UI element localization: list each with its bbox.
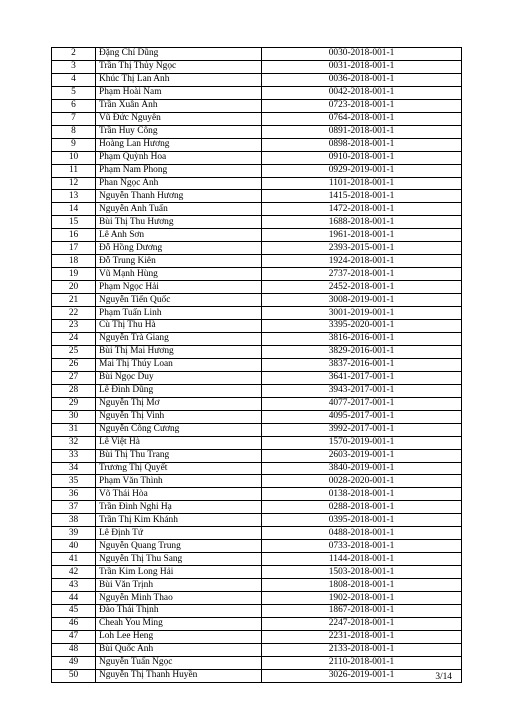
- table-row: [52, 190, 462, 203]
- certificate-code-cell: 3840-2019-001-1: [262, 462, 462, 475]
- person-name-cell: Nguyễn Trà Giang: [96, 332, 262, 345]
- certificate-code-cell: 1867-2018-001-1: [262, 604, 462, 617]
- row-number-cell: 23: [52, 320, 96, 333]
- person-name-cell: Bùi Thị Thu Hương: [96, 216, 262, 229]
- certificate-code-cell: 4095-2017-001-1: [262, 410, 462, 423]
- person-name-cell: Phạm Ngọc Hải: [96, 281, 262, 294]
- certificate-code-cell: 0028-2020-001-1: [262, 475, 462, 488]
- table-row: [52, 281, 462, 294]
- person-name-cell: Bùi Ngọc Duy: [96, 371, 262, 384]
- table-row: [52, 566, 462, 579]
- table-body: [52, 48, 462, 683]
- person-name-cell: Vũ Đức Nguyên: [96, 112, 262, 125]
- row-number-cell: 45: [52, 604, 96, 617]
- table-row: [52, 656, 462, 669]
- table-row: [52, 604, 462, 617]
- row-number-cell: 3: [52, 60, 96, 73]
- certificate-code-cell: 0733-2018-001-1: [262, 540, 462, 553]
- row-number-cell: 41: [52, 553, 96, 566]
- row-number-cell: 43: [52, 579, 96, 592]
- certificate-code-cell: 3641-2017-001-1: [262, 371, 462, 384]
- row-number-cell: 46: [52, 617, 96, 630]
- certificate-code-cell: 1472-2018-001-1: [262, 203, 462, 216]
- table-row: [52, 553, 462, 566]
- person-name-cell: Mai Thị Thúy Loan: [96, 358, 262, 371]
- certificate-code-cell: 0929-2019-001-1: [262, 164, 462, 177]
- certificate-code-cell: 2110-2018-001-1: [262, 656, 462, 669]
- person-name-cell: Đỗ Hồng Dương: [96, 242, 262, 255]
- table-row: [52, 423, 462, 436]
- table-row: [52, 307, 462, 320]
- person-name-cell: Trần Xuân Ánh: [96, 99, 262, 112]
- person-name-cell: Trần Đình Nghi Hạ: [96, 501, 262, 514]
- certificate-code-cell: 3992-2017-001-1: [262, 423, 462, 436]
- row-number-cell: 31: [52, 423, 96, 436]
- table-row: [52, 125, 462, 138]
- table-row: [52, 177, 462, 190]
- certificate-code-cell: 4077-2017-001-1: [262, 397, 462, 410]
- table-row: [52, 397, 462, 410]
- certificate-code-cell: 0898-2018-001-1: [262, 138, 462, 151]
- row-number-cell: 18: [52, 255, 96, 268]
- row-number-cell: 38: [52, 514, 96, 527]
- person-name-cell: Phan Ngọc Anh: [96, 177, 262, 190]
- certificate-code-cell: 3943-2017-001-1: [262, 384, 462, 397]
- certificate-code-cell: 0910-2018-001-1: [262, 151, 462, 164]
- certificate-code-cell: 0031-2018-001-1: [262, 60, 462, 73]
- person-name-cell: Lê Việt Hà: [96, 436, 262, 449]
- row-number-cell: 6: [52, 99, 96, 112]
- table-row: [52, 229, 462, 242]
- person-name-cell: Phạm Quỳnh Hoa: [96, 151, 262, 164]
- page-number: 3/14: [435, 672, 452, 682]
- certificate-code-cell: 0042-2018-001-1: [262, 86, 462, 99]
- row-number-cell: 4: [52, 73, 96, 86]
- certificate-code-cell: 0764-2018-001-1: [262, 112, 462, 125]
- row-number-cell: 25: [52, 345, 96, 358]
- table-row: [52, 112, 462, 125]
- certificate-code-cell: 2231-2018-001-1: [262, 630, 462, 643]
- certificate-code-cell: 3837-2016-001-1: [262, 358, 462, 371]
- certificate-code-cell: 0036-2018-001-1: [262, 73, 462, 86]
- person-name-cell: Nguyễn Anh Tuấn: [96, 203, 262, 216]
- person-name-cell: Lê Định Tứ: [96, 527, 262, 540]
- person-name-cell: Phạm Văn Thình: [96, 475, 262, 488]
- table-row: [52, 332, 462, 345]
- row-number-cell: 47: [52, 630, 96, 643]
- certificate-code-cell: 0138-2018-001-1: [262, 488, 462, 501]
- certificate-code-cell: 1101-2018-001-1: [262, 177, 462, 190]
- person-name-cell: Đặng Chí Dũng: [96, 48, 262, 61]
- certificate-code-cell: 1688-2018-001-1: [262, 216, 462, 229]
- certificate-code-cell: 1503-2018-001-1: [262, 566, 462, 579]
- row-number-cell: 49: [52, 656, 96, 669]
- table-row: [52, 475, 462, 488]
- table-row: [52, 527, 462, 540]
- certificate-code-cell: 0488-2018-001-1: [262, 527, 462, 540]
- table-row: [52, 216, 462, 229]
- certificate-code-cell: 1570-2019-001-1: [262, 436, 462, 449]
- certificate-code-cell: 3008-2019-001-1: [262, 294, 462, 307]
- row-number-cell: 9: [52, 138, 96, 151]
- row-number-cell: 33: [52, 449, 96, 462]
- row-number-cell: 27: [52, 371, 96, 384]
- person-name-cell: Cù Thị Thu Hà: [96, 320, 262, 333]
- person-name-cell: Nguyễn Tuấn Ngọc: [96, 656, 262, 669]
- table-row: [52, 138, 462, 151]
- table-row: [52, 255, 462, 268]
- row-number-cell: 36: [52, 488, 96, 501]
- row-number-cell: 5: [52, 86, 96, 99]
- person-name-cell: Trần Huy Công: [96, 125, 262, 138]
- table-row: [52, 540, 462, 553]
- person-name-cell: Khúc Thị Lan Anh: [96, 73, 262, 86]
- row-number-cell: 28: [52, 384, 96, 397]
- row-number-cell: 20: [52, 281, 96, 294]
- person-name-cell: Nguyễn Công Cương: [96, 423, 262, 436]
- person-name-cell: Trần Thị Kim Khánh: [96, 514, 262, 527]
- table-row: [52, 643, 462, 656]
- table-row: [52, 203, 462, 216]
- row-number-cell: 12: [52, 177, 96, 190]
- row-number-cell: 29: [52, 397, 96, 410]
- person-name-cell: Phạm Nam Phong: [96, 164, 262, 177]
- person-name-cell: Lê Đình Dũng: [96, 384, 262, 397]
- person-name-cell: Cheah You Ming: [96, 617, 262, 630]
- table-row: [52, 73, 462, 86]
- row-number-cell: 16: [52, 229, 96, 242]
- row-number-cell: 14: [52, 203, 96, 216]
- table-row: [52, 294, 462, 307]
- certificate-code-cell: 2247-2018-001-1: [262, 617, 462, 630]
- row-number-cell: 39: [52, 527, 96, 540]
- table-row: [52, 48, 462, 61]
- row-number-cell: 42: [52, 566, 96, 579]
- table-row: [52, 384, 462, 397]
- table-row: [52, 579, 462, 592]
- row-number-cell: 35: [52, 475, 96, 488]
- table-row: [52, 371, 462, 384]
- person-name-cell: Trần Thị Thủy Ngọc: [96, 60, 262, 73]
- row-number-cell: 44: [52, 592, 96, 605]
- certificate-code-cell: 2393-2015-001-1: [262, 242, 462, 255]
- person-name-cell: Phạm Tuấn Linh: [96, 307, 262, 320]
- table-row: [52, 436, 462, 449]
- certificate-code-cell: 3395-2020-001-1: [262, 320, 462, 333]
- certificate-code-cell: 1961-2018-001-1: [262, 229, 462, 242]
- row-number-cell: 10: [52, 151, 96, 164]
- row-number-cell: 48: [52, 643, 96, 656]
- certificate-code-cell: 0030-2018-001-1: [262, 48, 462, 61]
- person-name-cell: Trương Thị Quyết: [96, 462, 262, 475]
- table-row: [52, 60, 462, 73]
- person-name-cell: Lê Anh Sơn: [96, 229, 262, 242]
- certificate-code-cell: 2737-2018-001-1: [262, 268, 462, 281]
- table-row: [52, 514, 462, 527]
- row-number-cell: 7: [52, 112, 96, 125]
- certificate-code-cell: 2603-2019-001-1: [262, 449, 462, 462]
- person-name-cell: Bùi Thị Thu Trang: [96, 449, 262, 462]
- row-number-cell: 22: [52, 307, 96, 320]
- person-name-cell: Nguyễn Thị Thu Sang: [96, 553, 262, 566]
- table-row: [52, 488, 462, 501]
- row-number-cell: 30: [52, 410, 96, 423]
- row-number-cell: 11: [52, 164, 96, 177]
- table-row: [52, 358, 462, 371]
- table-row: [52, 410, 462, 423]
- row-number-cell: 37: [52, 501, 96, 514]
- certificate-code-cell: 2133-2018-001-1: [262, 643, 462, 656]
- person-name-cell: Loh Lee Heng: [96, 630, 262, 643]
- certificate-code-cell: 1902-2018-001-1: [262, 592, 462, 605]
- person-name-cell: Bùi Quốc Anh: [96, 643, 262, 656]
- certificate-code-cell: 3026-2019-001-1: [262, 669, 462, 682]
- row-number-cell: 15: [52, 216, 96, 229]
- person-name-cell: Bùi Thị Mai Hương: [96, 345, 262, 358]
- row-number-cell: 17: [52, 242, 96, 255]
- certificate-code-cell: 0395-2018-001-1: [262, 514, 462, 527]
- person-name-cell: Nguyễn Thị Thanh Huyền: [96, 669, 262, 682]
- person-name-cell: Vũ Mạnh Hùng: [96, 268, 262, 281]
- table-row: [52, 501, 462, 514]
- row-number-cell: 8: [52, 125, 96, 138]
- person-name-cell: Võ Thái Hòa: [96, 488, 262, 501]
- table-row: [52, 320, 462, 333]
- certificate-code-cell: 3829-2016-001-1: [262, 345, 462, 358]
- person-name-cell: Hoàng Lan Hương: [96, 138, 262, 151]
- table-row: [52, 617, 462, 630]
- table-row: [52, 462, 462, 475]
- certificate-code-cell: 1924-2018-001-1: [262, 255, 462, 268]
- certificate-code-cell: 0288-2018-001-1: [262, 501, 462, 514]
- row-number-cell: 24: [52, 332, 96, 345]
- table-row: [52, 345, 462, 358]
- certificate-code-cell: 1415-2018-001-1: [262, 190, 462, 203]
- person-name-cell: Nguyễn Thị Mơ: [96, 397, 262, 410]
- row-number-cell: 32: [52, 436, 96, 449]
- certificate-code-cell: 0891-2018-001-1: [262, 125, 462, 138]
- certificate-code-cell: 3816-2016-001-1: [262, 332, 462, 345]
- person-name-cell: Nguyễn Tiến Quốc: [96, 294, 262, 307]
- table-row: [52, 592, 462, 605]
- certificate-code-cell: 1144-2018-001-1: [262, 553, 462, 566]
- person-name-cell: Nguyễn Minh Thao: [96, 592, 262, 605]
- person-name-cell: Bùi Văn Trịnh: [96, 579, 262, 592]
- certificate-code-cell: 2452-2018-001-1: [262, 281, 462, 294]
- person-name-cell: Nguyễn Thanh Hương: [96, 190, 262, 203]
- row-number-cell: 13: [52, 190, 96, 203]
- person-name-cell: Đào Thái Thịnh: [96, 604, 262, 617]
- row-number-cell: 26: [52, 358, 96, 371]
- row-number-cell: 2: [52, 48, 96, 61]
- table-row: [52, 86, 462, 99]
- table-row: [52, 151, 462, 164]
- certificate-code-cell: 1808-2018-001-1: [262, 579, 462, 592]
- row-number-cell: 40: [52, 540, 96, 553]
- table-row: [52, 630, 462, 643]
- row-number-cell: 34: [52, 462, 96, 475]
- certificate-code-cell: 3001-2019-001-1: [262, 307, 462, 320]
- table-row: [52, 268, 462, 281]
- table-row: [52, 242, 462, 255]
- table-row: [52, 99, 462, 112]
- row-number-cell: 50: [52, 669, 96, 682]
- row-number-cell: 19: [52, 268, 96, 281]
- person-name-cell: Nguyễn Thị Vinh: [96, 410, 262, 423]
- table-row: [52, 164, 462, 177]
- table-row: [52, 449, 462, 462]
- registry-table: [51, 47, 462, 683]
- row-number-cell: 21: [52, 294, 96, 307]
- person-name-cell: Nguyễn Quang Trung: [96, 540, 262, 553]
- person-name-cell: Trần Kim Long Hải: [96, 566, 262, 579]
- person-name-cell: Đỗ Trung Kiên: [96, 255, 262, 268]
- certificate-code-cell: 0723-2018-001-1: [262, 99, 462, 112]
- person-name-cell: Phạm Hoài Nam: [96, 86, 262, 99]
